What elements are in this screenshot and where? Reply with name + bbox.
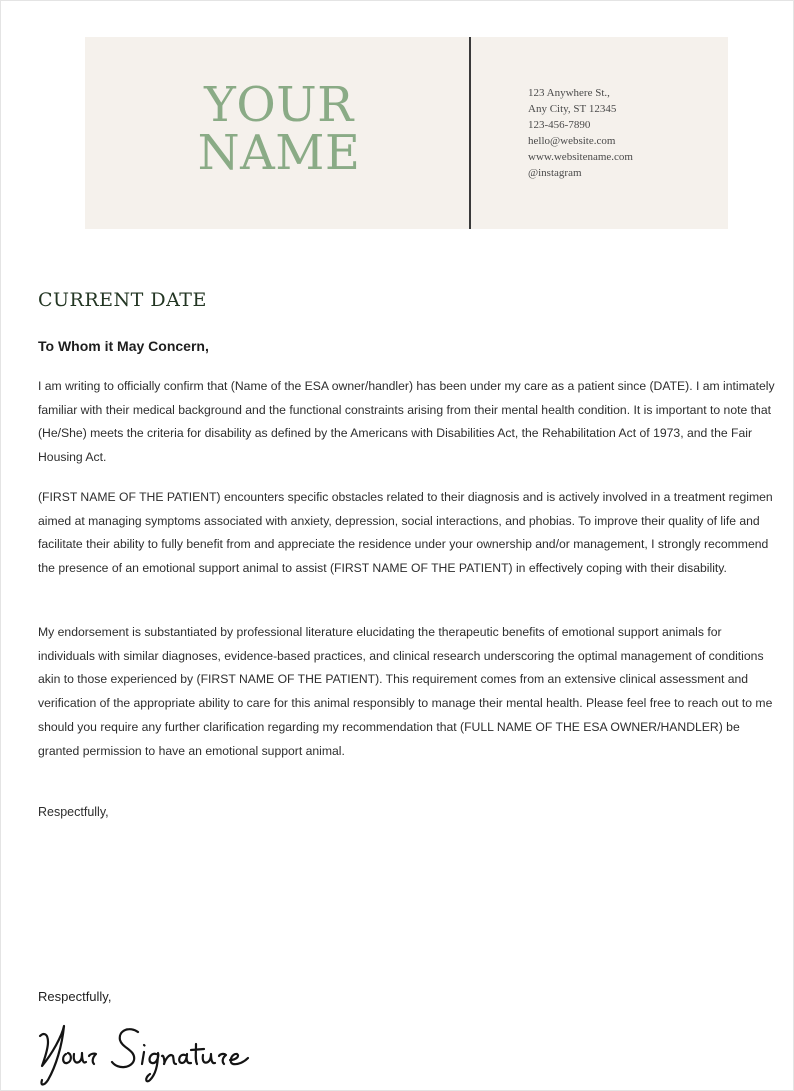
closing-text: Respectfully, xyxy=(38,805,109,819)
sender-name-line-1: YOUR xyxy=(204,77,354,133)
contact-social: @instagram xyxy=(528,167,582,179)
body-paragraph-2: (FIRST NAME OF THE PATIENT) encounters specific obstacles related to their diagnosis and is actively involved in a treatment regimen aimed at managing symptoms associated with anxiety, depression, social interactions, and phobias. To improve their quality of life and facilitate their ability to fully benefit from and appreciate the residence under your ownership and/or management, I strongly recommend the presence of an emotional support animal to assist (FIRST NAME OF THE PATIENT) in effectively coping with their disability. xyxy=(38,490,773,576)
letter-date: CURRENT DATE xyxy=(38,289,207,311)
contact-phone: 123-456-7890 xyxy=(528,119,591,131)
contact-email: hello@website.com xyxy=(528,135,616,147)
contact-info xyxy=(528,85,633,181)
contact-address-street: 123 Anywhere St., xyxy=(528,87,610,99)
body-paragraph-3: My endorsement is substantiated by professional literature elucidating the therapeutic benefits of emotional support animals for individuals with similar diagnoses, evidence-based practices, and clinical research underscoring the optimal management of conditions akin to those experienced by (FIRST NAME OF THE PATIENT). This requirement comes from an extensive clinical assessment and verification of the appropriate ability to care for this animal responsibly to manage their mental health. Please feel free to reach out to me should you require any further clarification regarding my recommendation that (FULL NAME OF THE ESA OWNER/HANDLER) be granted permission to have an emotional support animal. xyxy=(38,625,773,758)
handwritten-signature xyxy=(34,1018,254,1090)
body-paragraph-1: I am writing to officially confirm that (Name of the ESA owner/handler) has been under my care as a patient since (DATE). I am intimately familiar with their medical background and the functional constraints arising from their mental health condition. It is important to note that (He/She) meets the criteria for disability as defined by the Americans with Disabilities Act, the Rehabilitation Act of 1973, and the Fair Housing Act. xyxy=(38,379,775,465)
letterhead xyxy=(85,37,728,229)
contact-address-city: Any City, ST 12345 xyxy=(528,103,617,115)
closing-text-signature-block: Respectfully, xyxy=(38,989,112,1004)
header-divider xyxy=(469,37,471,229)
sender-name xyxy=(85,77,473,181)
salutation: To Whom it May Concern, xyxy=(38,338,209,354)
sender-name-line-2: NAME xyxy=(197,125,361,181)
contact-website: www.websitename.com xyxy=(528,151,633,163)
